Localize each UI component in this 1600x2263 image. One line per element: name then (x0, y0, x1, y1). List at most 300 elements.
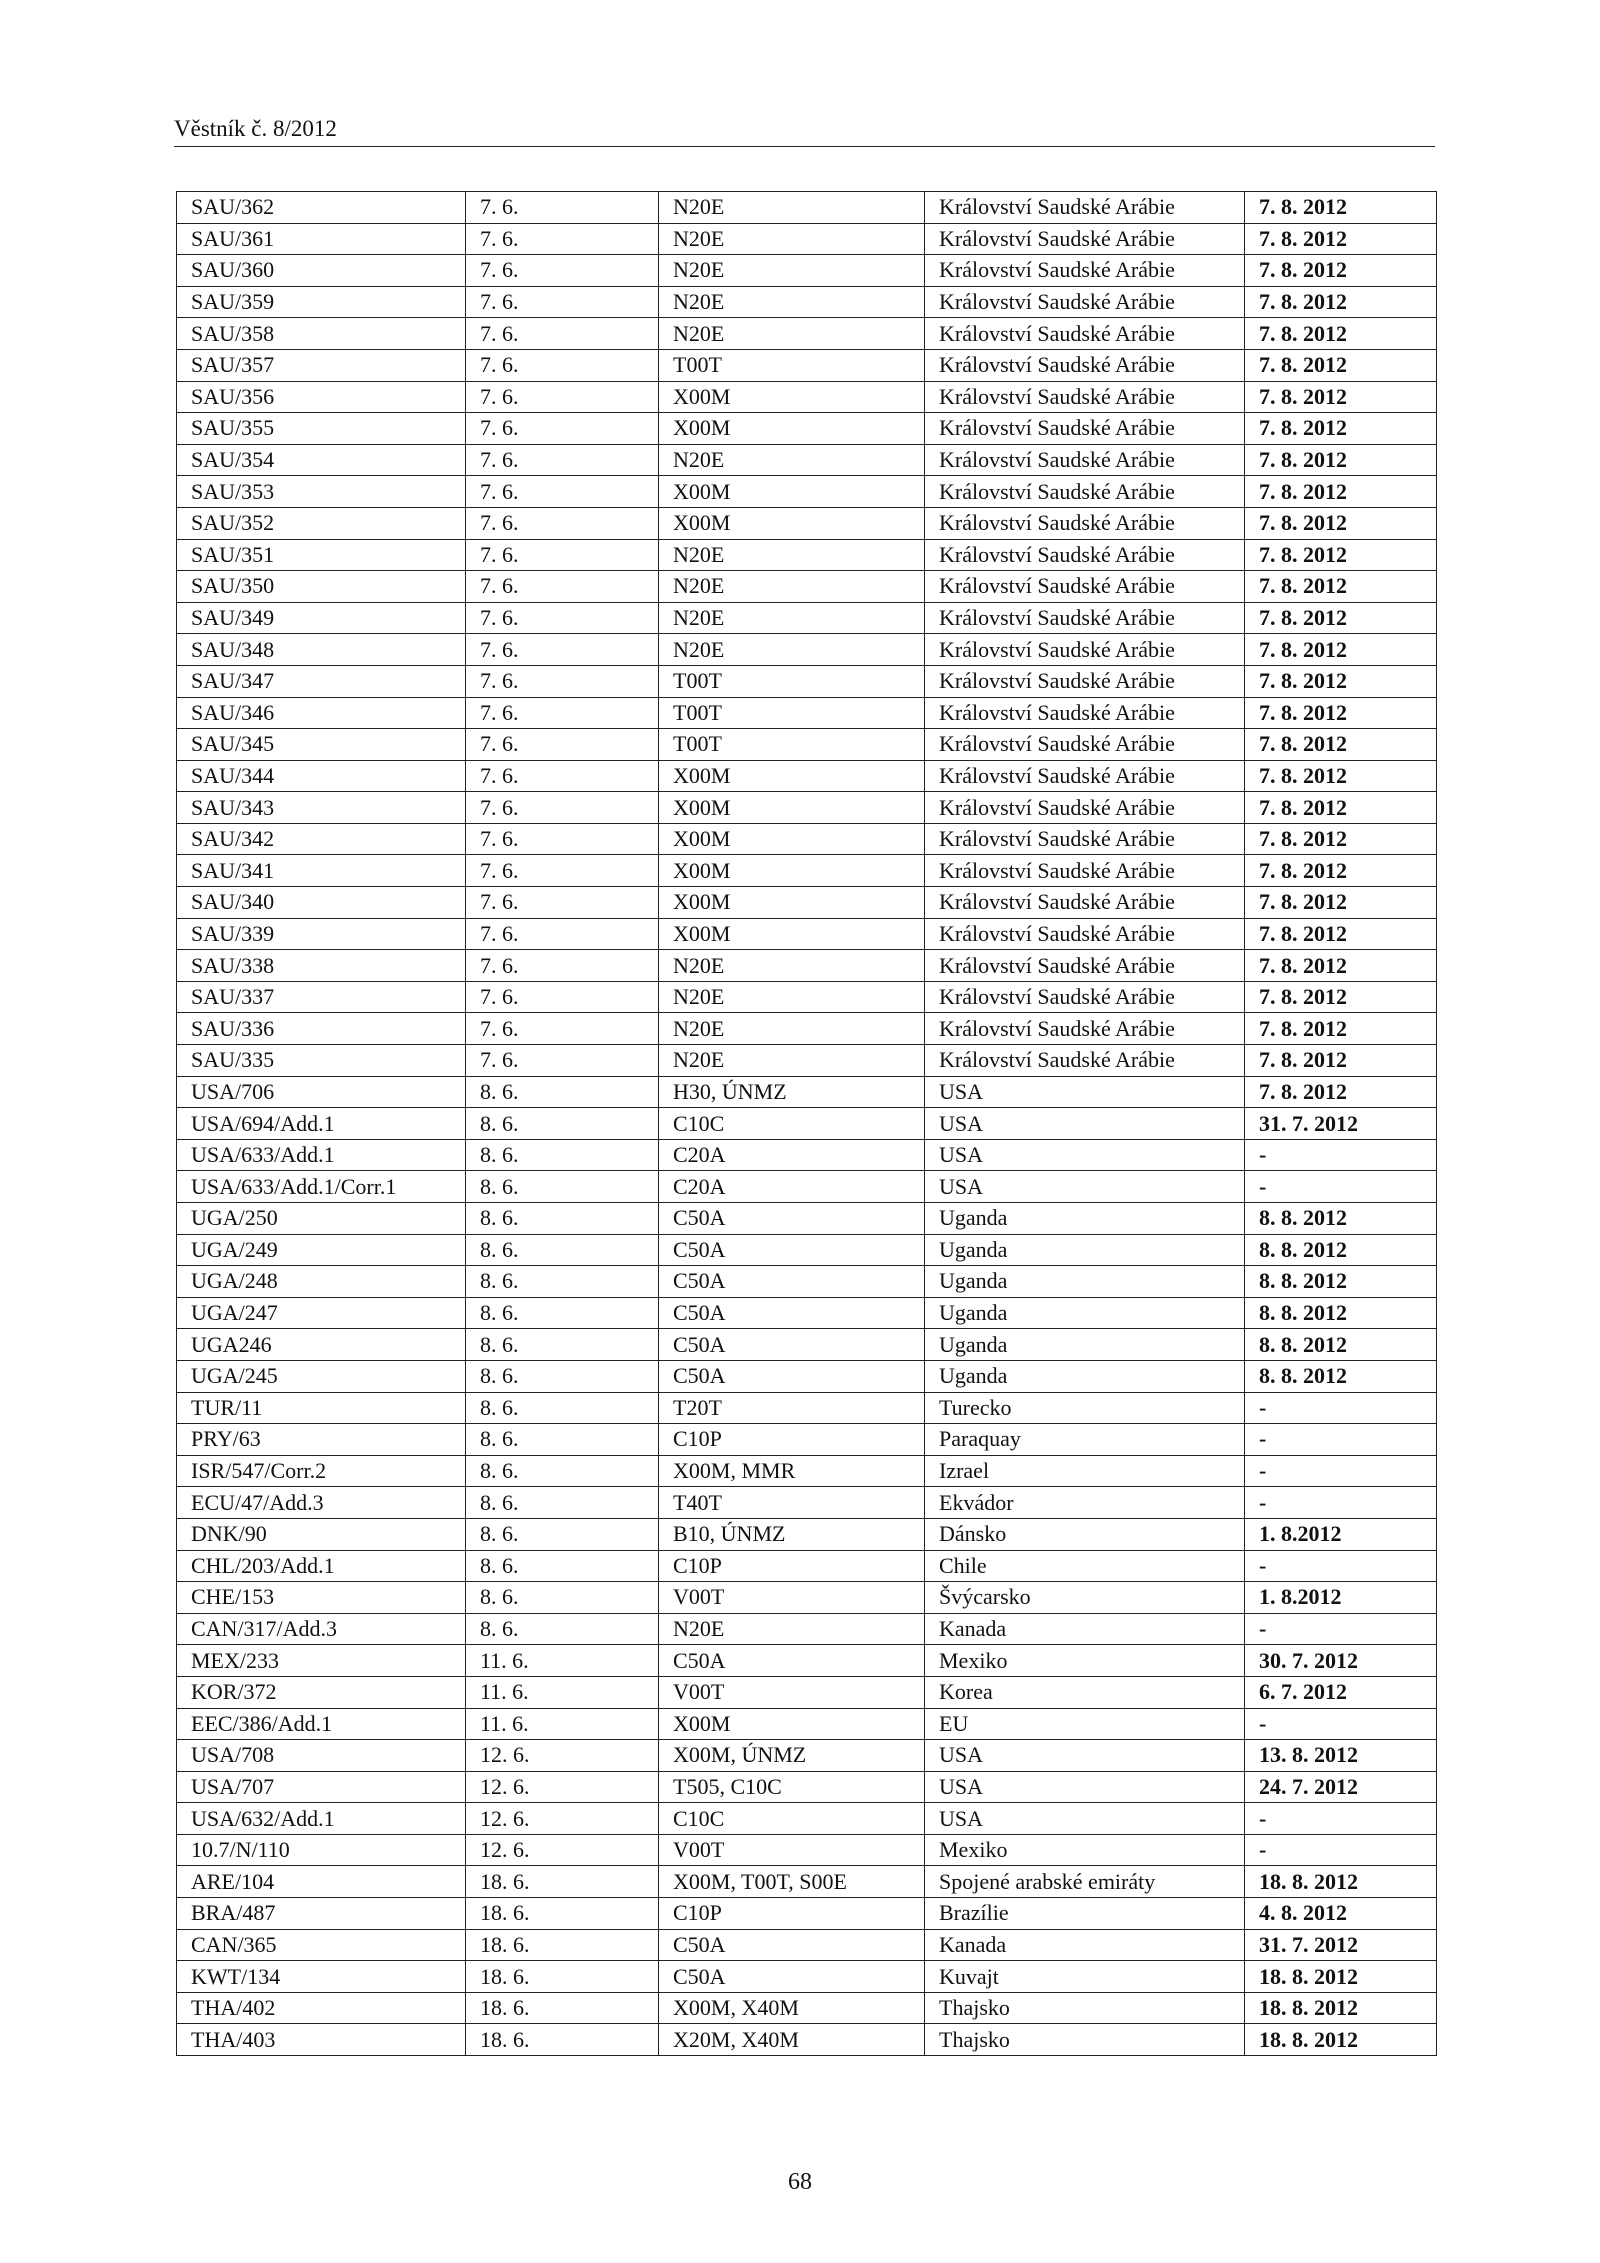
comment-deadline-cell: 7. 8. 2012 (1245, 413, 1437, 445)
table-row (177, 1266, 1437, 1298)
country-cell: Uganda (925, 1329, 1245, 1361)
country-cell: Mexiko (925, 1645, 1245, 1677)
comment-deadline-cell: 6. 7. 2012 (1245, 1676, 1437, 1708)
notification-number-cell: PRY/63 (177, 1424, 466, 1456)
classification-code-cell: C50A (659, 1266, 925, 1298)
table-row (177, 571, 1437, 603)
table-row (177, 539, 1437, 571)
classification-code-cell: T00T (659, 665, 925, 697)
table-body (177, 192, 1437, 2056)
country-cell: Švýcarsko (925, 1582, 1245, 1614)
comment-deadline-cell: 7. 8. 2012 (1245, 887, 1437, 919)
notification-date-cell: 7. 6. (466, 634, 659, 666)
table-row (177, 1866, 1437, 1898)
notification-number-cell: UGA/250 (177, 1203, 466, 1235)
notification-date-cell: 7. 6. (466, 349, 659, 381)
notification-number-cell: SAU/339 (177, 918, 466, 950)
country-cell: Ekvádor (925, 1487, 1245, 1519)
notification-number-cell: USA/633/Add.1 (177, 1139, 466, 1171)
notification-date-cell: 7. 6. (466, 792, 659, 824)
classification-code-cell: C50A (659, 1203, 925, 1235)
classification-code-cell: T00T (659, 729, 925, 761)
classification-code-cell: N20E (659, 571, 925, 603)
comment-deadline-cell: 18. 8. 2012 (1245, 2024, 1437, 2056)
notification-number-cell: SAU/362 (177, 192, 466, 224)
country-cell: Království Saudské Arábie (925, 665, 1245, 697)
table-row (177, 1645, 1437, 1677)
table-row (177, 1234, 1437, 1266)
comment-deadline-cell: 1. 8.2012 (1245, 1518, 1437, 1550)
classification-code-cell: C10P (659, 1424, 925, 1456)
classification-code-cell: C10P (659, 1898, 925, 1930)
notification-number-cell: USA/707 (177, 1771, 466, 1803)
notification-date-cell: 7. 6. (466, 729, 659, 761)
classification-code-cell: N20E (659, 602, 925, 634)
notification-number-cell: ISR/547/Corr.2 (177, 1455, 466, 1487)
comment-deadline-cell: 7. 8. 2012 (1245, 223, 1437, 255)
notification-number-cell: SAU/348 (177, 634, 466, 666)
comment-deadline-cell: 31. 7. 2012 (1245, 1108, 1437, 1140)
notification-date-cell: 7. 6. (466, 887, 659, 919)
notification-date-cell: 8. 6. (466, 1550, 659, 1582)
comment-deadline-cell: - (1245, 1613, 1437, 1645)
classification-code-cell: X00M (659, 507, 925, 539)
notification-date-cell: 8. 6. (466, 1455, 659, 1487)
country-cell: EU (925, 1708, 1245, 1740)
country-cell: Korea (925, 1676, 1245, 1708)
comment-deadline-cell: 8. 8. 2012 (1245, 1297, 1437, 1329)
table-row (177, 1708, 1437, 1740)
country-cell: Turecko (925, 1392, 1245, 1424)
country-cell: Chile (925, 1550, 1245, 1582)
notification-table (176, 191, 1437, 2056)
notification-number-cell: SAU/342 (177, 823, 466, 855)
table-row (177, 1455, 1437, 1487)
comment-deadline-cell: - (1245, 1708, 1437, 1740)
country-cell: USA (925, 1740, 1245, 1772)
comment-deadline-cell: - (1245, 1803, 1437, 1835)
table-row (177, 1613, 1437, 1645)
comment-deadline-cell: 7. 8. 2012 (1245, 476, 1437, 508)
table-row (177, 1740, 1437, 1772)
comment-deadline-cell: 7. 8. 2012 (1245, 539, 1437, 571)
classification-code-cell: C50A (659, 1360, 925, 1392)
classification-code-cell: X00M (659, 823, 925, 855)
table-row (177, 1392, 1437, 1424)
notification-date-cell: 7. 6. (466, 823, 659, 855)
notification-date-cell: 18. 6. (466, 1992, 659, 2024)
classification-code-cell: X00M, X40M (659, 1992, 925, 2024)
classification-code-cell: N20E (659, 192, 925, 224)
notification-date-cell: 7. 6. (466, 1013, 659, 1045)
comment-deadline-cell: 8. 8. 2012 (1245, 1329, 1437, 1361)
notification-date-cell: 8. 6. (466, 1234, 659, 1266)
comment-deadline-cell: - (1245, 1487, 1437, 1519)
comment-deadline-cell: 8. 8. 2012 (1245, 1360, 1437, 1392)
comment-deadline-cell: 7. 8. 2012 (1245, 286, 1437, 318)
table-row (177, 318, 1437, 350)
comment-deadline-cell: 8. 8. 2012 (1245, 1203, 1437, 1235)
notification-date-cell: 7. 6. (466, 255, 659, 287)
comment-deadline-cell: - (1245, 1834, 1437, 1866)
notification-date-cell: 18. 6. (466, 1866, 659, 1898)
comment-deadline-cell: 8. 8. 2012 (1245, 1266, 1437, 1298)
notification-number-cell: USA/632/Add.1 (177, 1803, 466, 1835)
comment-deadline-cell: 7. 8. 2012 (1245, 444, 1437, 476)
table-row (177, 1582, 1437, 1614)
comment-deadline-cell: - (1245, 1171, 1437, 1203)
table-row (177, 1203, 1437, 1235)
notification-number-cell: 10.7/N/110 (177, 1834, 466, 1866)
notification-date-cell: 12. 6. (466, 1834, 659, 1866)
comment-deadline-cell: 7. 8. 2012 (1245, 381, 1437, 413)
notification-number-cell: UGA246 (177, 1329, 466, 1361)
notification-number-cell: BRA/487 (177, 1898, 466, 1930)
classification-code-cell: X00M, ÚNMZ (659, 1740, 925, 1772)
classification-code-cell: T00T (659, 349, 925, 381)
notification-date-cell: 8. 6. (466, 1297, 659, 1329)
comment-deadline-cell: 7. 8. 2012 (1245, 192, 1437, 224)
notification-date-cell: 7. 6. (466, 950, 659, 982)
table-row (177, 1487, 1437, 1519)
country-cell: Kanada (925, 1613, 1245, 1645)
notification-number-cell: SAU/344 (177, 760, 466, 792)
country-cell: Království Saudské Arábie (925, 476, 1245, 508)
country-cell: Uganda (925, 1203, 1245, 1235)
comment-deadline-cell: 7. 8. 2012 (1245, 1013, 1437, 1045)
country-cell: Království Saudské Arábie (925, 444, 1245, 476)
table-row (177, 2024, 1437, 2056)
table-row (177, 792, 1437, 824)
comment-deadline-cell: 7. 8. 2012 (1245, 255, 1437, 287)
comment-deadline-cell: 8. 8. 2012 (1245, 1234, 1437, 1266)
classification-code-cell: X00M (659, 413, 925, 445)
classification-code-cell: T00T (659, 697, 925, 729)
classification-code-cell: X00M (659, 855, 925, 887)
table-row (177, 729, 1437, 761)
country-cell: Království Saudské Arábie (925, 760, 1245, 792)
classification-code-cell: X00M (659, 381, 925, 413)
table-row (177, 697, 1437, 729)
country-cell: USA (925, 1171, 1245, 1203)
notification-number-cell: SAU/357 (177, 349, 466, 381)
notification-number-cell: CAN/365 (177, 1929, 466, 1961)
table-row (177, 823, 1437, 855)
table-row (177, 602, 1437, 634)
notification-number-cell: SAU/355 (177, 413, 466, 445)
country-cell: USA (925, 1139, 1245, 1171)
notification-number-cell: UGA/245 (177, 1360, 466, 1392)
notification-number-cell: SAU/358 (177, 318, 466, 350)
country-cell: Království Saudské Arábie (925, 634, 1245, 666)
notification-number-cell: SAU/343 (177, 792, 466, 824)
classification-code-cell: N20E (659, 318, 925, 350)
country-cell: USA (925, 1108, 1245, 1140)
country-cell: Dánsko (925, 1518, 1245, 1550)
notification-number-cell: SAU/338 (177, 950, 466, 982)
notification-date-cell: 7. 6. (466, 286, 659, 318)
table-row (177, 760, 1437, 792)
classification-code-cell: X00M (659, 792, 925, 824)
notification-number-cell: SAU/361 (177, 223, 466, 255)
comment-deadline-cell: 7. 8. 2012 (1245, 571, 1437, 603)
comment-deadline-cell: - (1245, 1550, 1437, 1582)
notification-number-cell: EEC/386/Add.1 (177, 1708, 466, 1740)
comment-deadline-cell: 7. 8. 2012 (1245, 1076, 1437, 1108)
comment-deadline-cell: 7. 8. 2012 (1245, 1045, 1437, 1077)
country-cell: Spojené arabské emiráty (925, 1866, 1245, 1898)
table-row (177, 665, 1437, 697)
notification-date-cell: 8. 6. (466, 1329, 659, 1361)
table-row (177, 1013, 1437, 1045)
notification-number-cell: ECU/47/Add.3 (177, 1487, 466, 1519)
table-row (177, 413, 1437, 445)
comment-deadline-cell: 7. 8. 2012 (1245, 823, 1437, 855)
notification-number-cell: THA/402 (177, 1992, 466, 2024)
comment-deadline-cell: 7. 8. 2012 (1245, 634, 1437, 666)
country-cell: Království Saudské Arábie (925, 507, 1245, 539)
notification-date-cell: 8. 6. (466, 1424, 659, 1456)
country-cell: Paraquay (925, 1424, 1245, 1456)
notification-number-cell: UGA/247 (177, 1297, 466, 1329)
country-cell: Království Saudské Arábie (925, 887, 1245, 919)
classification-code-cell: T40T (659, 1487, 925, 1519)
comment-deadline-cell: 24. 7. 2012 (1245, 1771, 1437, 1803)
country-cell: Království Saudské Arábie (925, 255, 1245, 287)
country-cell: Království Saudské Arábie (925, 729, 1245, 761)
notification-number-cell: SAU/360 (177, 255, 466, 287)
notification-number-cell: SAU/352 (177, 507, 466, 539)
notification-date-cell: 8. 6. (466, 1582, 659, 1614)
notification-date-cell: 7. 6. (466, 571, 659, 603)
notification-date-cell: 12. 6. (466, 1803, 659, 1835)
notification-date-cell: 8. 6. (466, 1076, 659, 1108)
notification-date-cell: 8. 6. (466, 1203, 659, 1235)
classification-code-cell: X00M (659, 1708, 925, 1740)
notification-number-cell: SAU/359 (177, 286, 466, 318)
notification-date-cell: 8. 6. (466, 1139, 659, 1171)
classification-code-cell: C50A (659, 1929, 925, 1961)
notification-date-cell: 7. 6. (466, 476, 659, 508)
comment-deadline-cell: 7. 8. 2012 (1245, 918, 1437, 950)
table-row (177, 476, 1437, 508)
notification-date-cell: 7. 6. (466, 665, 659, 697)
country-cell: Království Saudské Arábie (925, 381, 1245, 413)
country-cell: Království Saudské Arábie (925, 286, 1245, 318)
classification-code-cell: T20T (659, 1392, 925, 1424)
notification-date-cell: 7. 6. (466, 192, 659, 224)
notification-date-cell: 7. 6. (466, 760, 659, 792)
table-row (177, 1898, 1437, 1930)
classification-code-cell: X20M, X40M (659, 2024, 925, 2056)
table-row (177, 1139, 1437, 1171)
notification-number-cell: USA/706 (177, 1076, 466, 1108)
country-cell: Kuvajt (925, 1961, 1245, 1993)
comment-deadline-cell: 7. 8. 2012 (1245, 697, 1437, 729)
country-cell: Uganda (925, 1234, 1245, 1266)
table-row (177, 1676, 1437, 1708)
notification-date-cell: 8. 6. (466, 1360, 659, 1392)
notification-date-cell: 18. 6. (466, 1961, 659, 1993)
notification-number-cell: SAU/345 (177, 729, 466, 761)
notification-date-cell: 8. 6. (466, 1392, 659, 1424)
table-row (177, 1771, 1437, 1803)
classification-code-cell: B10, ÚNMZ (659, 1518, 925, 1550)
notification-number-cell: SAU/353 (177, 476, 466, 508)
country-cell: Království Saudské Arábie (925, 318, 1245, 350)
table-row (177, 286, 1437, 318)
table-row (177, 950, 1437, 982)
table-row (177, 255, 1437, 287)
table-row (177, 918, 1437, 950)
notification-number-cell: CHE/153 (177, 1582, 466, 1614)
notification-number-cell: USA/694/Add.1 (177, 1108, 466, 1140)
notification-date-cell: 8. 6. (466, 1518, 659, 1550)
table-row (177, 381, 1437, 413)
page-header (174, 112, 1435, 147)
classification-code-cell: C50A (659, 1961, 925, 1993)
notification-number-cell: SAU/351 (177, 539, 466, 571)
notification-date-cell: 18. 6. (466, 1929, 659, 1961)
table-row (177, 1108, 1437, 1140)
classification-code-cell: C50A (659, 1297, 925, 1329)
comment-deadline-cell: 7. 8. 2012 (1245, 602, 1437, 634)
notification-number-cell: SAU/347 (177, 665, 466, 697)
notification-date-cell: 7. 6. (466, 539, 659, 571)
classification-code-cell: N20E (659, 1045, 925, 1077)
notification-date-cell: 11. 6. (466, 1708, 659, 1740)
classification-code-cell: N20E (659, 1013, 925, 1045)
comment-deadline-cell: 31. 7. 2012 (1245, 1929, 1437, 1961)
classification-code-cell: N20E (659, 950, 925, 982)
country-cell: USA (925, 1771, 1245, 1803)
classification-code-cell: N20E (659, 223, 925, 255)
notification-date-cell: 18. 6. (466, 2024, 659, 2056)
notification-number-cell: USA/708 (177, 1740, 466, 1772)
notification-number-cell: UGA/249 (177, 1234, 466, 1266)
country-cell: Království Saudské Arábie (925, 918, 1245, 950)
country-cell: Izrael (925, 1455, 1245, 1487)
notification-date-cell: 8. 6. (466, 1487, 659, 1519)
notification-number-cell: SAU/356 (177, 381, 466, 413)
notification-number-cell: SAU/349 (177, 602, 466, 634)
notification-date-cell: 7. 6. (466, 318, 659, 350)
notification-date-cell: 7. 6. (466, 413, 659, 445)
table-row (177, 887, 1437, 919)
notification-date-cell: 7. 6. (466, 223, 659, 255)
classification-code-cell: N20E (659, 444, 925, 476)
table-row (177, 1992, 1437, 2024)
classification-code-cell: N20E (659, 634, 925, 666)
country-cell: Uganda (925, 1360, 1245, 1392)
table-row (177, 634, 1437, 666)
table-row (177, 1929, 1437, 1961)
notification-number-cell: KWT/134 (177, 1961, 466, 1993)
comment-deadline-cell: - (1245, 1424, 1437, 1456)
notification-date-cell: 7. 6. (466, 697, 659, 729)
comment-deadline-cell: 18. 8. 2012 (1245, 1866, 1437, 1898)
table-row (177, 981, 1437, 1013)
country-cell: Království Saudské Arábie (925, 571, 1245, 603)
notification-date-cell: 12. 6. (466, 1740, 659, 1772)
classification-code-cell: X00M, T00T, S00E (659, 1866, 925, 1898)
notification-number-cell: SAU/336 (177, 1013, 466, 1045)
table-row (177, 1424, 1437, 1456)
table-row (177, 507, 1437, 539)
notification-number-cell: CAN/317/Add.3 (177, 1613, 466, 1645)
country-cell: Thajsko (925, 1992, 1245, 2024)
comment-deadline-cell: 7. 8. 2012 (1245, 981, 1437, 1013)
comment-deadline-cell: 7. 8. 2012 (1245, 729, 1437, 761)
classification-code-cell: T505, C10C (659, 1771, 925, 1803)
table-row (177, 1961, 1437, 1993)
classification-code-cell: N20E (659, 539, 925, 571)
country-cell: Království Saudské Arábie (925, 697, 1245, 729)
notification-date-cell: 7. 6. (466, 918, 659, 950)
classification-code-cell: C50A (659, 1645, 925, 1677)
notification-number-cell: ARE/104 (177, 1866, 466, 1898)
table-row (177, 1550, 1437, 1582)
notification-date-cell: 12. 6. (466, 1771, 659, 1803)
classification-code-cell: C10P (659, 1550, 925, 1582)
classification-code-cell: C10C (659, 1108, 925, 1140)
comment-deadline-cell: - (1245, 1455, 1437, 1487)
country-cell: Království Saudské Arábie (925, 192, 1245, 224)
country-cell: Království Saudské Arábie (925, 349, 1245, 381)
classification-code-cell: N20E (659, 981, 925, 1013)
notification-number-cell: SAU/335 (177, 1045, 466, 1077)
page-number: 68 (788, 2169, 812, 2195)
comment-deadline-cell: 1. 8.2012 (1245, 1582, 1437, 1614)
country-cell: Království Saudské Arábie (925, 855, 1245, 887)
classification-code-cell: N20E (659, 286, 925, 318)
comment-deadline-cell: 7. 8. 2012 (1245, 507, 1437, 539)
comment-deadline-cell: 4. 8. 2012 (1245, 1898, 1437, 1930)
comment-deadline-cell: - (1245, 1139, 1437, 1171)
country-cell: Království Saudské Arábie (925, 792, 1245, 824)
notification-number-cell: SAU/340 (177, 887, 466, 919)
table-row (177, 192, 1437, 224)
classification-code-cell: C50A (659, 1329, 925, 1361)
notification-date-cell: 8. 6. (466, 1613, 659, 1645)
classification-code-cell: V00T (659, 1582, 925, 1614)
notification-date-cell: 8. 6. (466, 1266, 659, 1298)
country-cell: Kanada (925, 1929, 1245, 1961)
notification-number-cell: MEX/233 (177, 1645, 466, 1677)
comment-deadline-cell: 7. 8. 2012 (1245, 950, 1437, 982)
country-cell: Království Saudské Arábie (925, 1045, 1245, 1077)
classification-code-cell: C20A (659, 1171, 925, 1203)
notification-date-cell: 7. 6. (466, 855, 659, 887)
notification-date-cell: 7. 6. (466, 444, 659, 476)
table-row (177, 855, 1437, 887)
comment-deadline-cell: 7. 8. 2012 (1245, 318, 1437, 350)
classification-code-cell: X00M (659, 918, 925, 950)
notification-number-cell: KOR/372 (177, 1676, 466, 1708)
comment-deadline-cell: 13. 8. 2012 (1245, 1740, 1437, 1772)
notification-date-cell: 7. 6. (466, 381, 659, 413)
table-row (177, 1076, 1437, 1108)
table-row (177, 1360, 1437, 1392)
notification-date-cell: 18. 6. (466, 1898, 659, 1930)
journal-title: Věstník č. 8/2012 (174, 116, 337, 141)
classification-code-cell: X00M (659, 476, 925, 508)
table-row (177, 1045, 1437, 1077)
notification-date-cell: 7. 6. (466, 507, 659, 539)
classification-code-cell: X00M (659, 760, 925, 792)
notification-number-cell: SAU/346 (177, 697, 466, 729)
comment-deadline-cell: 7. 8. 2012 (1245, 855, 1437, 887)
